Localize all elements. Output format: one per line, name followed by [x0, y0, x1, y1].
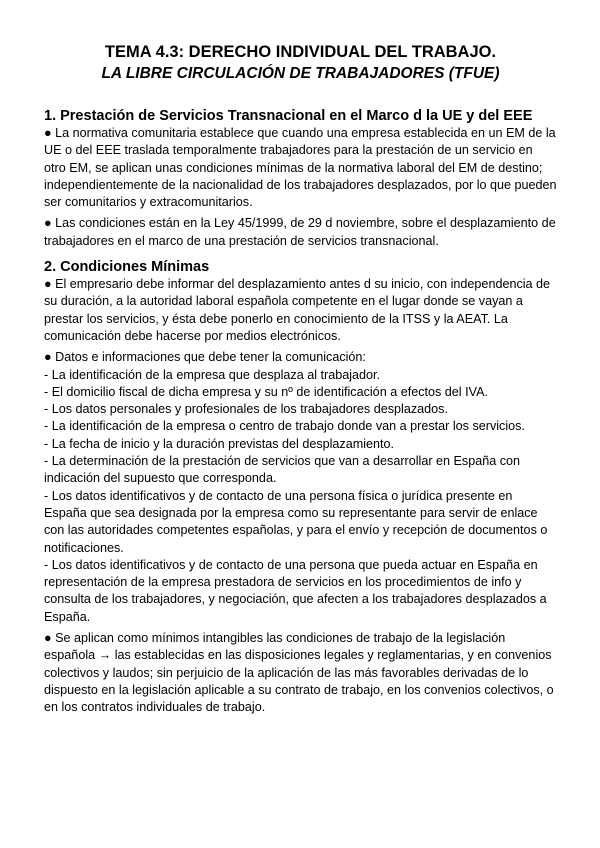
paragraph: ● El empresario debe informar del desplazamiento antes d su inicio, con independencia de su duración, a la autoridad laboral española competente en el lugar donde se vayan a prestar los servicios, y ésta debe ponerlo en conocimiento de la ITSS y la AEAT. La comunicación debe hacerse por medios electrónicos. [44, 277, 551, 343]
communication-data-list [44, 367, 557, 626]
section-prestacion-servicios [44, 107, 557, 250]
paragraph: ● Las condiciones están en la Ley 45/1999, de 29 d noviembre, sobre el desplazamiento de trabajadores en el marco de una prestación de servicios transnacional. [44, 216, 556, 248]
list-intro: ● Datos e informaciones que debe tener la comunicación: [44, 350, 366, 365]
paragraph: ● La normativa comunitaria establece que cuando una empresa establecida en un EM de la UE o del EEE traslada temporalmente trabajadores para la prestación de un servicio en otro EM, se aplican unas condiciones mínimas de la normativa laboral del EM de destino; independientemente de la nacionalidad de los trabajadores desplazados, por lo que pueden ser comunitarios y extracomunitarios. [44, 126, 557, 210]
document-title: TEMA 4.3: DERECHO INDIVIDUAL DEL TRABAJO. [104, 43, 497, 61]
list-item: - La identificación de la empresa que desplaza al trabajador. [44, 367, 381, 382]
section-heading: 1. Prestación de Servicios Transnacional en el Marco d la UE y del EEE [44, 108, 533, 124]
list-item: - La identificación de la empresa o centro de trabajo donde van a prestar los servicios. [44, 419, 525, 434]
list-item: - La determinación de la prestación de servicios que van a desarrollar en España con indicación del supuesto que corresponda. [44, 454, 521, 486]
list-item: - Los datos identificativos y de contacto de una persona física o jurídica presente en España que sea designada por la empresa como su representante para servir de enlace con las autoridades competentes españolas, y para el envío y recepción de documentos o notificaciones. [44, 488, 548, 555]
section-heading: 2. Condiciones Mínimas [44, 259, 210, 276]
list-item: - La fecha de inicio y la duración previstas del desplazamiento. [44, 436, 395, 451]
section-condiciones-minimas [44, 258, 557, 716]
document-subtitle: LA LIBRE CIRCULACIÓN DE TRABAJADORES (TFUE) [101, 65, 500, 82]
list-item: - Los datos personales y profesionales de los trabajadores desplazados. [44, 402, 448, 417]
paragraph: ● Se aplican como mínimos intangibles las condiciones de trabajo de la legislación española → las establecidas en las disposiciones legales y reglamentarias, y en convenios colectivos y laudos; sin perjuicio de la aplicación de las más favorables derivadas de lo dispuesto en la legislación aplicable a su contrato de trabajo, en los convenios colectivos, o en los contratos individuales de trabajo. [44, 631, 554, 715]
list-item: - El domicilio fiscal de dicha empresa y su nº de identificación a efectos del IVA. [44, 384, 488, 399]
document-page [44, 42, 557, 717]
list-item: - Los datos identificativos y de contacto de una persona que pueda actuar en España en representación de la empresa prestadora de servicios en los procedimientos de info y consulta de los trabajadores, y negociación, que afecten a los trabajadores desplazados a España. [44, 557, 547, 624]
